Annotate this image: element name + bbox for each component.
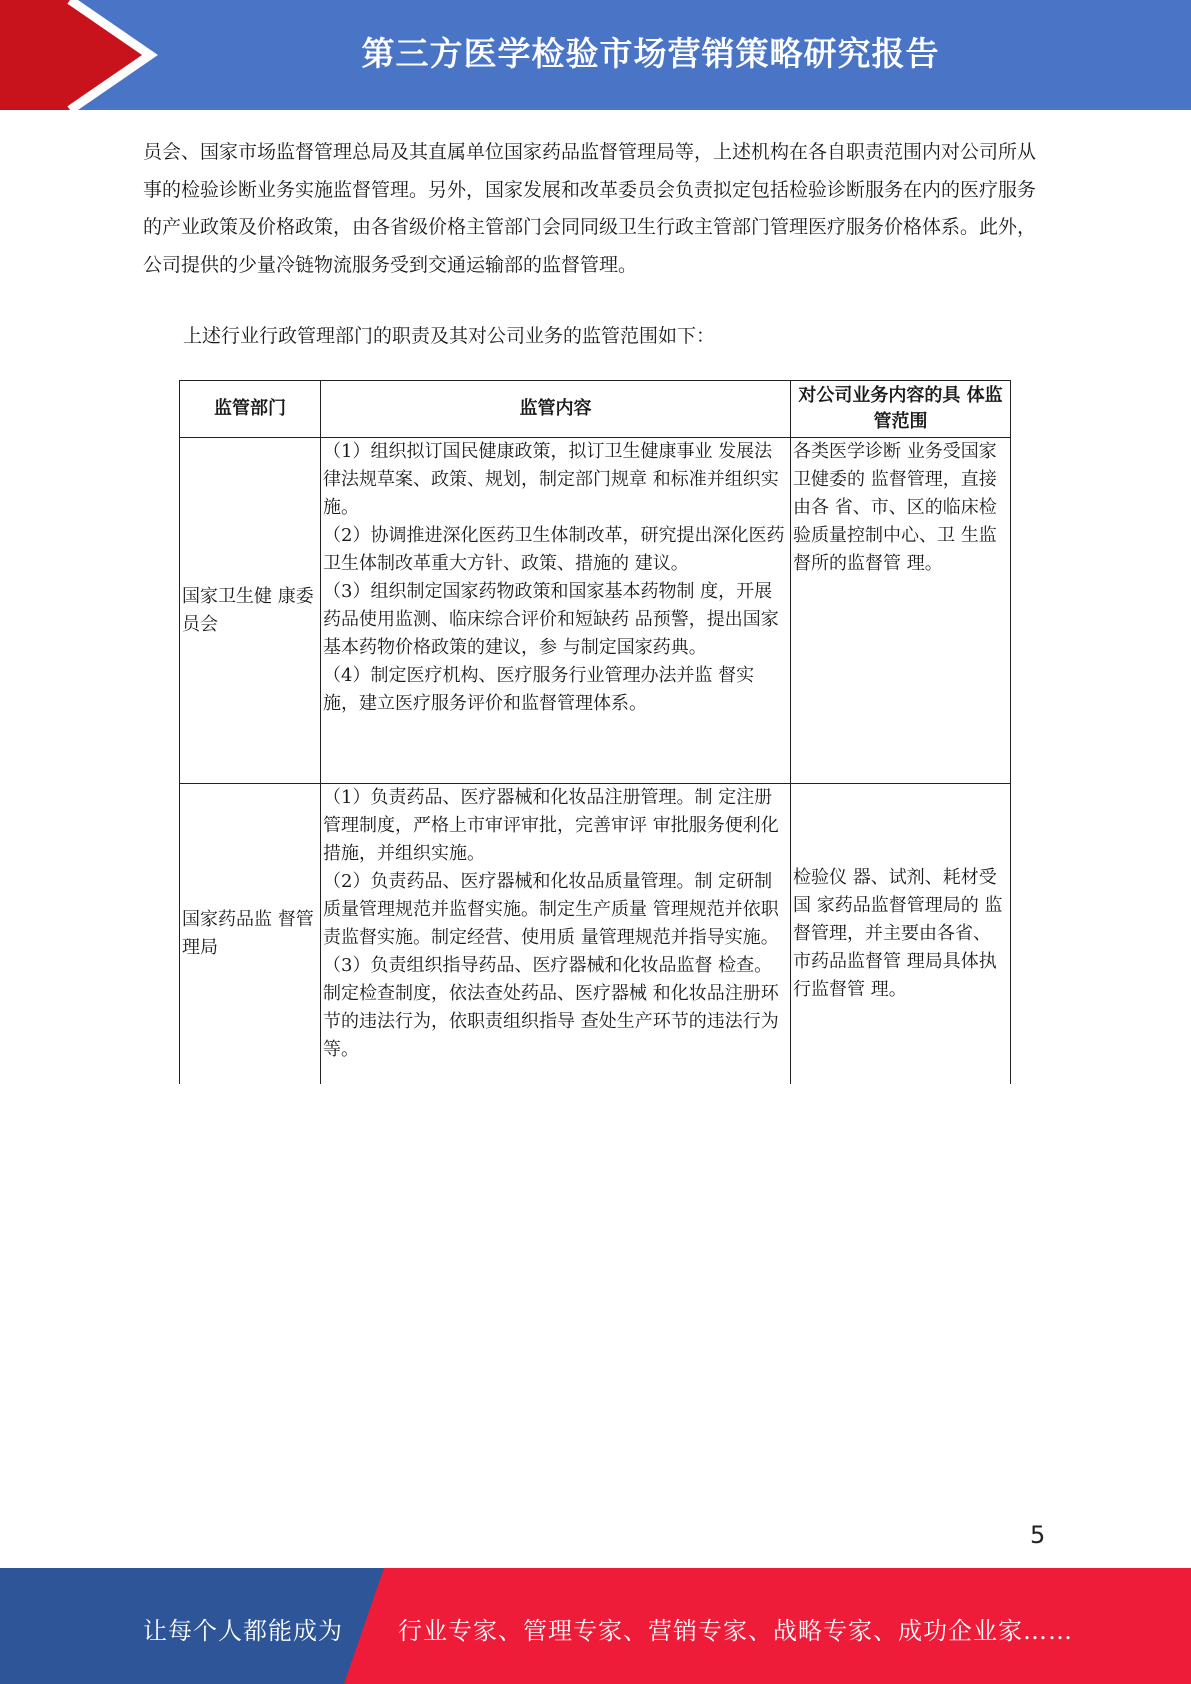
- header-content: 监管内容: [321, 381, 791, 438]
- table-header-row: [180, 381, 1011, 438]
- scope-cell: 检验仪 器、试剂、耗材受国 家药品监督管理局的 监督管理，并主要由各省、市药品监督管 理局具体执行监督管 理。: [791, 784, 1011, 1084]
- page-footer: [0, 1568, 1191, 1684]
- footer-slogan-right: 行业专家、管理专家、营销专家、战略专家、成功企业家……: [398, 1617, 1073, 1645]
- table-row: [180, 784, 1011, 1084]
- table-row: [180, 438, 1011, 784]
- regulation-table: [179, 380, 1011, 1084]
- department-cell: 国家卫生健 康委员会: [180, 438, 321, 784]
- page-number: 5: [1030, 1521, 1046, 1549]
- header-arrow-icon: [0, 0, 160, 110]
- page-header: [0, 0, 1191, 110]
- header-scope: 对公司业务内容的具 体监管范围: [791, 381, 1011, 438]
- body-paragraph-1: 员会、国家市场监督管理总局及其直属单位国家药品监督管理局等，上述机构在各自职责范围内对公司所从事的检验诊断业务实施监督管理。另外，国家发展和改革委员会负责拟定包括检验诊断服务在内的医疗服务的产业政策及价格政策，由各省级价格主管部门会同同级卫生行政主管部门管理医疗服务价格体系。此外，公司提供的少量冷链物流服务受到交通运输部的监督管理。: [143, 141, 1037, 276]
- body-paragraph-2: 上述行业行政管理部门的职责及其对公司业务的监管范围如下：: [183, 325, 716, 347]
- content-cell: （1）组织拟订国民健康政策，拟订卫生健康事业 发展法律法规草案、政策、规划，制定部门规章 和标准并组织实施。 （2）协调推进深化医药卫生体制改革，研究提出深化医药卫生体制改革重大方针、政策、措施的 建议。 （3）组织制定国家药物政策和国家基本药物制 度，开展药品使用监测、临床综合评价和短缺药 品预警，提出国家基本药物价格政策的建议，参 与制定国家药典。 （4）制定医疗机构、医疗服务行业管理办法并监 督实施，建立医疗服务评价和监督管理体系。: [321, 438, 791, 784]
- header-department: 监管部门: [180, 381, 321, 438]
- report-title: 第三方医学检验市场营销策略研究报告: [361, 34, 940, 73]
- scope-cell: 各类医学诊断 业务受国家卫健委的 监督管理，直接由各 省、市、区的临床检验质量控制中心、卫 生监督所的监督管 理。: [791, 438, 1011, 784]
- department-cell: 国家药品监 督管理局: [180, 784, 321, 1084]
- footer-slogan-left: 让每个人都能成为: [143, 1617, 343, 1645]
- content-cell: （1）负责药品、医疗器械和化妆品注册管理。制 定注册管理制度，严格上市审评审批，完善审评 审批服务便利化措施，并组织实施。 （2）负责药品、医疗器械和化妆品质量管理。制 定研制质量管理规范并监督实施。制定生产质量 管理规范并依职责监督实施。制定经营、使用质 量管理规范并指导实施。 （3）负责组织指导药品、医疗器械和化妆品监督 检查。制定检查制度，依法查处药品、医疗器械 和化妆品注册环节的违法行为，依职责组织指导 查处生产环节的违法行为等。: [321, 784, 791, 1084]
